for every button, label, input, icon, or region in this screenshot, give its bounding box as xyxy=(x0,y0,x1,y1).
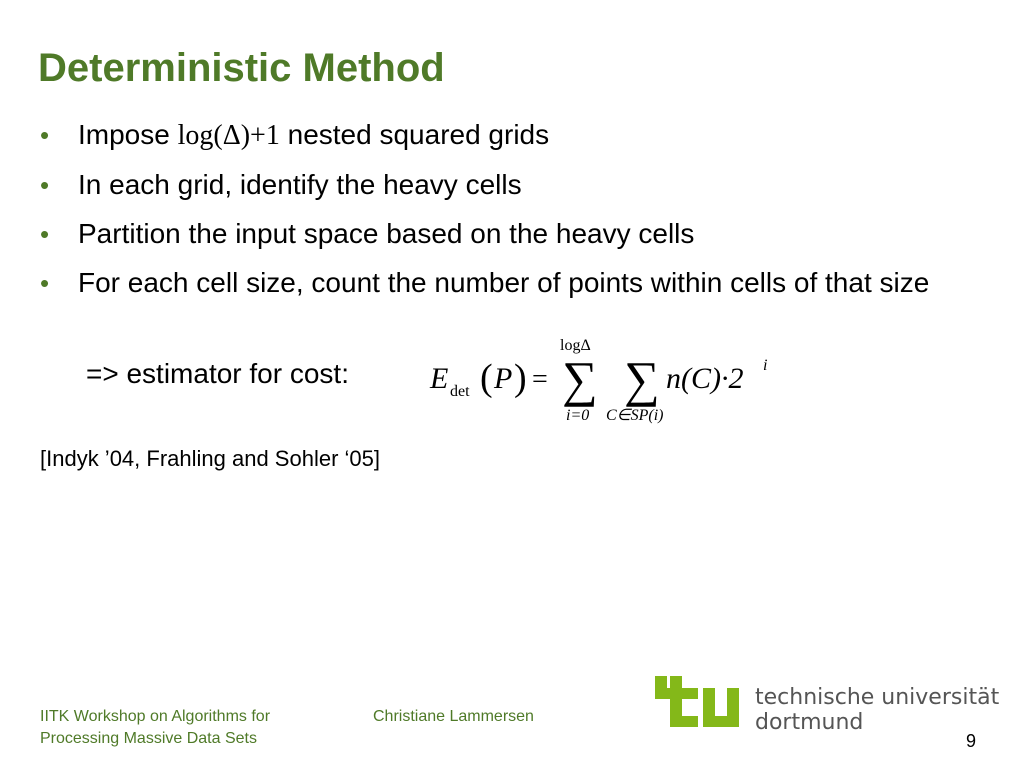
bullet-marker: • xyxy=(40,120,50,150)
estimator-label: => estimator for cost: xyxy=(86,358,349,389)
formula-lhs-symbol: E xyxy=(430,362,449,395)
formula-sum2-lower: C∈SP(i) xyxy=(606,407,664,424)
bullet-marker: • xyxy=(40,170,50,200)
bullet-identify-heavy-cells xyxy=(40,166,970,204)
formula-sum1-sigma: ∑ xyxy=(562,351,598,407)
bullet-text: For each cell size, count the number of points within cells of that size xyxy=(78,267,930,298)
page-number: 9 xyxy=(966,731,977,751)
logo-text-line1: technische universität xyxy=(755,685,1000,710)
footer-event-line2: Processing Massive Data Sets xyxy=(40,730,257,747)
formula-equals: = xyxy=(532,364,548,395)
logo-text-line2: dortmund xyxy=(755,710,864,735)
formula-sum1-lower: i=0 xyxy=(566,407,590,424)
formula-body: n(C)·2 xyxy=(666,362,744,395)
formula-sum1-upper: logΔ xyxy=(560,337,591,354)
formula-exponent: i xyxy=(763,357,768,374)
svg-text:(: ( xyxy=(480,357,493,399)
bullet-list xyxy=(40,116,970,313)
formula-argument: P xyxy=(494,362,513,395)
footer-author: Christiane Lammersen xyxy=(373,708,534,725)
tu-dortmund-logo xyxy=(655,672,1000,742)
bullet-text: Partition the input space based on the heavy cells xyxy=(78,218,695,249)
tu-logo-mark xyxy=(655,676,739,727)
bullet-impose-grids xyxy=(40,116,970,155)
slide-title: Deterministic Method xyxy=(38,46,445,90)
bullet-text-post: nested squared grids xyxy=(279,119,550,150)
footer-event xyxy=(40,706,270,750)
bullet-text: In each grid, identify the heavy cells xyxy=(78,169,522,200)
formula-sum2-sigma: ∑ xyxy=(624,351,660,407)
reference-citation: [Indyk ’04, Frahling and Sohler ‘05] xyxy=(40,446,380,471)
bullet-text-pre: Impose xyxy=(78,119,178,150)
bullet-math-expression: log(Δ)+1 xyxy=(177,120,280,151)
bullet-count-points xyxy=(40,264,970,302)
formula-lhs-subscript: det xyxy=(450,383,470,400)
bullet-marker: • xyxy=(40,219,50,249)
bullet-marker: • xyxy=(40,268,50,298)
footer-event-line1: IITK Workshop on Algorithms for xyxy=(40,708,271,725)
cost-estimator-formula xyxy=(426,330,776,430)
bullet-partition-space xyxy=(40,215,970,253)
svg-text:): ) xyxy=(514,357,527,399)
